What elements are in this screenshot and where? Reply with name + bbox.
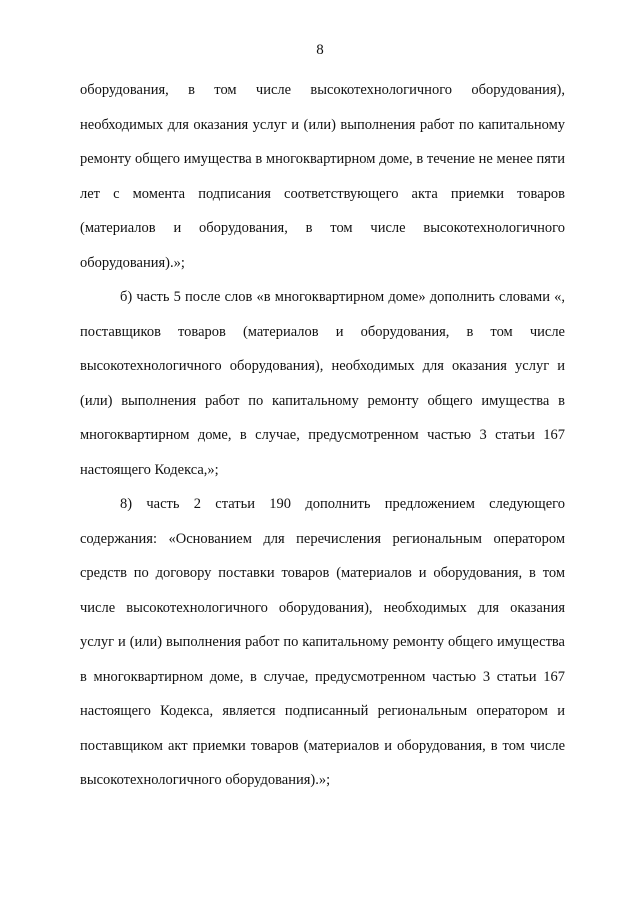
page-number: 8: [316, 42, 324, 58]
paragraph-continuation: оборудования, в том числе высокотехнологичного оборудования), необходимых для оказания услуг и (или) выполнения работ по капитальному ремонту общего имущества в многоквартирном доме, в течение не менее пяти лет с момента подписания соответствующего акта приемки товаров (материалов и оборудования, в том числе высокотехнологичного оборудования).»;: [80, 82, 565, 271]
paragraph-item-b: б) часть 5 после слов «в многоквартирном доме» дополнить словами «, поставщиков товаров (материалов и оборудования, в том числе высокотехнологичного оборудования), необходимых для оказания услуг и (или) выполнения работ по капитальному ремонту общего имущества в многоквартирном доме, в случае, предусмотренном частью 3 статьи 167 настоящего Кодекса,»;: [80, 289, 565, 478]
paragraph-item-8: 8) часть 2 статьи 190 дополнить предложением следующего содержания: «Основанием для перечисления региональным оператором средств по договору поставки товаров (материалов и оборудования, в том числе высокотехнологичного оборудования), необходимых для оказания услуг и (или) выполнения работ по капитальному ремонту общего имущества в многоквартирном доме, в случае, предусмотренном частью 3 статьи 167 настоящего Кодекса, является подписанный региональным оператором и поставщиком акт приемки товаров (материалов и оборудования, в том числе высокотехнологичного оборудования).»;: [80, 496, 565, 788]
document-body: [80, 73, 565, 798]
